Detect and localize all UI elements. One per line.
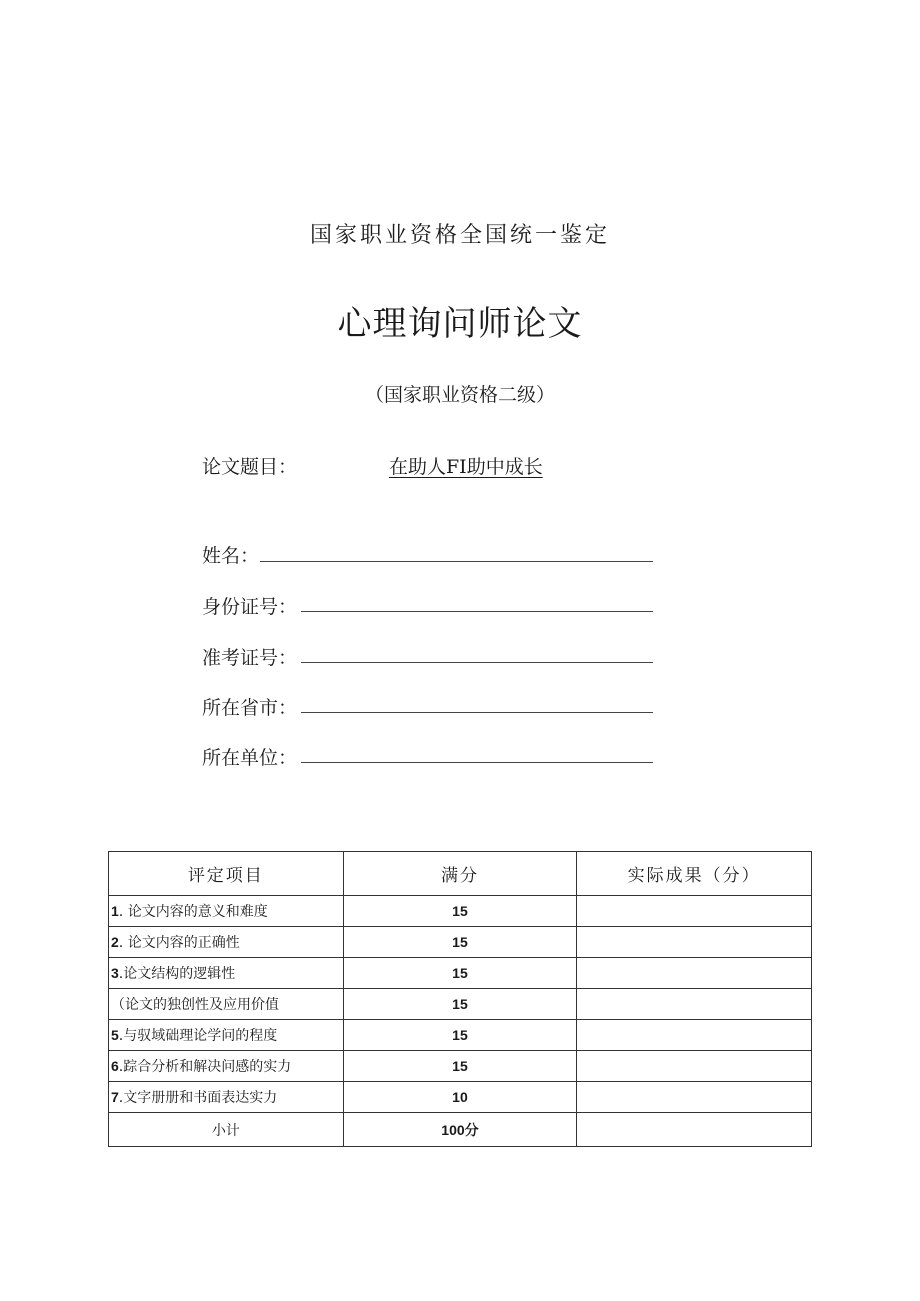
- province-city-field[interactable]: [301, 712, 653, 713]
- id-number-label: 身份证号：: [202, 596, 298, 618]
- table-header-row: [109, 852, 812, 896]
- exam-ticket-field[interactable]: [301, 662, 653, 663]
- item-name: 7.文字册册和书面表达实力: [109, 1082, 344, 1113]
- subtotal-actual-cell[interactable]: [577, 1113, 812, 1147]
- item-name: 3.论文结构的逻辑性: [109, 958, 344, 989]
- full-score: 10: [343, 1082, 577, 1113]
- actual-score-cell[interactable]: [577, 1082, 812, 1113]
- actual-score-cell[interactable]: [577, 1020, 812, 1051]
- full-score: 15: [343, 989, 577, 1020]
- work-unit-label: 所在单位：: [202, 747, 298, 769]
- exam-ticket-label: 准考证号：: [202, 647, 298, 669]
- name-field[interactable]: [260, 561, 653, 562]
- header-full-score: 满分: [343, 852, 577, 896]
- topic-value: 在助人FI助中成长: [389, 456, 543, 478]
- item-name: 6.踪合分析和解决问感的实力: [109, 1051, 344, 1082]
- topic-label: 论文题目：: [202, 456, 298, 478]
- table-row: [109, 958, 812, 989]
- actual-score-cell[interactable]: [577, 1051, 812, 1082]
- subtotal-label: 小计: [109, 1113, 344, 1147]
- full-score: 15: [343, 896, 577, 927]
- id-number-field[interactable]: [301, 611, 653, 612]
- table-row: [109, 989, 812, 1020]
- actual-score-cell[interactable]: [577, 896, 812, 927]
- header-actual-score: 实际成果（分）: [577, 852, 812, 896]
- full-score: 15: [343, 1051, 577, 1082]
- subtotal-full-score: 100分: [343, 1113, 577, 1147]
- name-label: 姓名：: [202, 545, 260, 567]
- table-row: [109, 927, 812, 958]
- full-score: 15: [343, 927, 577, 958]
- table-row: [109, 1082, 812, 1113]
- qualification-level: （国家职业资格二级）: [364, 384, 555, 406]
- actual-score-cell[interactable]: [577, 989, 812, 1020]
- subtotal-row: [109, 1113, 812, 1147]
- table-row: [109, 1020, 812, 1051]
- page-title: 心理询问师论文: [337, 304, 583, 344]
- item-name: （论文的独创性及应用价值: [109, 989, 344, 1020]
- header-item: 评定项目: [109, 852, 344, 896]
- item-name: 1. 论文内容的意义和难度: [109, 896, 344, 927]
- work-unit-field[interactable]: [301, 762, 653, 763]
- full-score: 15: [343, 958, 577, 989]
- province-city-label: 所在省市：: [202, 697, 298, 719]
- table-row: [109, 1051, 812, 1082]
- full-score: 15: [343, 1020, 577, 1051]
- actual-score-cell[interactable]: [577, 927, 812, 958]
- table-row: [109, 896, 812, 927]
- exam-org-line: 国家职业资格全国统一鉴定: [309, 223, 610, 248]
- score-table: [108, 851, 812, 1147]
- item-name: 5.与驭域础理论学问的程度: [109, 1020, 344, 1051]
- item-name: 2. 论文内容的正确性: [109, 927, 344, 958]
- actual-score-cell[interactable]: [577, 958, 812, 989]
